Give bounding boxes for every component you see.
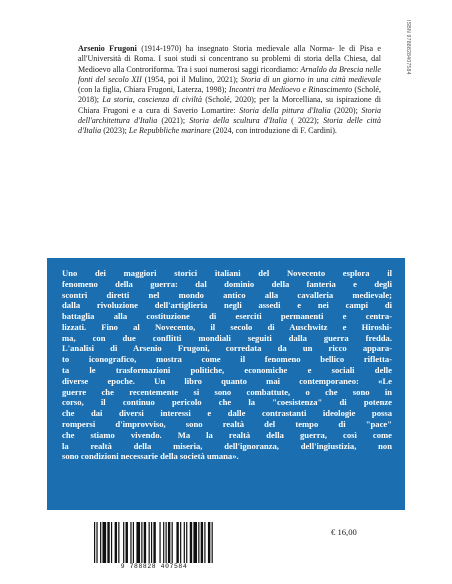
barcode-bar bbox=[201, 522, 203, 563]
blurb-line: diverse epoche. Un libro quanto mai contemporaneo: «Le bbox=[62, 375, 392, 386]
barcode-bar bbox=[168, 522, 170, 563]
barcode-bar bbox=[107, 522, 109, 563]
barcode-bar bbox=[102, 522, 106, 563]
barcode-bar bbox=[190, 522, 192, 563]
bio-title: Storia bbox=[361, 105, 381, 115]
barcode-bar bbox=[193, 522, 197, 563]
blurb-line: rompersi d'improvviso, sono realtà del tempo di "pace" bbox=[62, 418, 392, 429]
barcode-bar bbox=[126, 522, 128, 563]
barcode-bar bbox=[111, 522, 112, 563]
barcode-bar bbox=[176, 522, 178, 563]
barcode-bar bbox=[186, 522, 187, 563]
blurb-line: corso, il continuo pericolo che la "coesistenza" di potenze bbox=[62, 397, 392, 408]
bio-text: 2021); bbox=[216, 74, 241, 84]
bio-title: coscienza di civiltà bbox=[137, 95, 203, 105]
blurb-line: scontri diretti nel mondo antico alla cavalleria medievale; bbox=[62, 289, 392, 300]
barcode-bar bbox=[198, 522, 199, 563]
blurb-line: L'analisi di Arsenio Frugoni, corredata da un ricco appara- bbox=[62, 343, 392, 354]
barcode-bar bbox=[149, 522, 150, 563]
bio-text: (1914-1970) ha insegnato Storia medievale alla Norma- bbox=[141, 44, 335, 53]
blurb-line: fenomeno della guerra: dal dominio della fanteria e degli bbox=[62, 278, 392, 289]
barcode-bar bbox=[172, 522, 173, 563]
barcode-bar bbox=[153, 522, 155, 563]
barcode-bar bbox=[141, 522, 142, 563]
barcode-bar bbox=[144, 522, 146, 563]
blurb-line: guerre che recentemente si sono combattute, o che sono in bbox=[62, 386, 392, 397]
blurb-line: Uno dei maggiori storici italiani del Novecento esplora il bbox=[62, 268, 392, 278]
bio-text: (2023); bbox=[101, 126, 129, 135]
barcode-bar bbox=[130, 522, 131, 563]
blurb-line: che dai diversi interessi e dalle contrastanti ideologie possa bbox=[62, 408, 392, 419]
bio-title: Storia di un giorno in una città medievale bbox=[240, 74, 382, 84]
bio-text: Frugoni e a cura di Saverio Lomartire: bbox=[102, 105, 240, 115]
blurb-line: sono condizioni necessarie della società umana». bbox=[62, 451, 239, 462]
bio-title: Storia delle città bbox=[323, 115, 382, 125]
author-name: Arsenio Frugoni bbox=[78, 44, 142, 53]
bio-title: dell'architettura d'Italia bbox=[78, 115, 158, 125]
blurb-line: la realtà della miseria, dell'ignoranza, dell'ingiustizia, non bbox=[62, 440, 392, 451]
bio-text: (2020); bbox=[330, 105, 362, 115]
barcode-digits: 9 788828 407584 bbox=[120, 563, 188, 570]
bio-title: La storia, bbox=[102, 95, 135, 105]
blurb-line: ta le trasformazioni politiche, economiche e sociali delle bbox=[62, 365, 392, 376]
barcode-bar bbox=[100, 522, 101, 563]
barcode-bar bbox=[115, 522, 117, 563]
bio-text: (1954, poi il Mulino, bbox=[141, 74, 215, 84]
bio-text: (con la figlia, Chiara Frugoni, bbox=[78, 85, 175, 94]
barcode-bar bbox=[96, 522, 97, 563]
barcode-bar bbox=[204, 522, 205, 563]
barcode-bar bbox=[136, 522, 140, 563]
barcode-bar bbox=[159, 522, 160, 563]
barcode-bar bbox=[163, 522, 164, 563]
bio-title: Arnaldo da Brescia nelle fonti del secolo XII bbox=[78, 64, 381, 84]
barcode-bar bbox=[208, 522, 210, 563]
book-blurb bbox=[62, 268, 392, 462]
blurb-line: to iconografico, mostra come il fenomeno bellico rifletta- bbox=[62, 354, 392, 365]
bio-text: (Scholé, 2020); per la Morcelliana, su ispirazione di Chiara bbox=[78, 95, 381, 115]
bio-text: (Scholé, 2018); bbox=[78, 85, 381, 105]
barcode-bar bbox=[212, 522, 213, 563]
bio-title: Incontri tra Medioevo e Rinascimento bbox=[228, 85, 353, 94]
bio-text: le di Pisa e all'Università di Roma. I suoi studi si concentrano su problemi di bbox=[78, 44, 382, 64]
barcode-bar bbox=[133, 522, 134, 563]
bio-title: Le Repubbliche marinare bbox=[128, 126, 211, 135]
blurb-line: battaglia alla costituzione di eserciti permanenti e centra- bbox=[62, 311, 392, 322]
bio-text: storia della Chiesa, dal Medioevo alla Controriforma. Tra i suoi numerosi bbox=[78, 54, 381, 74]
spine-isbn: ISBN 9788828407584 bbox=[405, 20, 411, 75]
bio-text: ( 2022); bbox=[287, 115, 324, 125]
bio-title: Storia della pittura d'Italia bbox=[239, 105, 331, 115]
barcode-bar bbox=[94, 522, 95, 563]
bio-text: (2021); bbox=[157, 115, 190, 125]
bio-text: saggi ricordiamo: bbox=[241, 64, 301, 74]
barcode-bar bbox=[184, 522, 185, 563]
barcode bbox=[94, 522, 214, 563]
blurb-line: che stiamo vivendo. Ma la realtà della guerra, così come bbox=[62, 429, 392, 440]
bio-title: d'Italia bbox=[78, 126, 102, 135]
barcode-bar bbox=[123, 522, 124, 563]
blurb-line: dalla rivoluzione dell'artiglieria negli assedi e nei campi di bbox=[62, 300, 392, 311]
barcode-bar bbox=[166, 522, 167, 563]
price-label: € 16,00 bbox=[331, 527, 357, 537]
barcode-bar bbox=[151, 522, 152, 563]
blurb-line: ma, con due conflitti mondiali seguiti dalla guerra fredda. bbox=[62, 332, 392, 343]
bio-text: (2024, con introduzione di F. Cardini). bbox=[210, 126, 337, 135]
bio-title: Storia della scultura d'Italia bbox=[189, 115, 287, 125]
author-bio bbox=[78, 44, 381, 136]
author-section bbox=[0, 0, 452, 258]
barcode-bar bbox=[180, 522, 181, 563]
bio-text: Laterza, 1998); bbox=[177, 85, 229, 94]
barcode-bar bbox=[118, 522, 119, 563]
blurb-line: lizzati. Fino al Novecento, il secolo di Auschwitz e Hiroshi- bbox=[62, 321, 392, 332]
